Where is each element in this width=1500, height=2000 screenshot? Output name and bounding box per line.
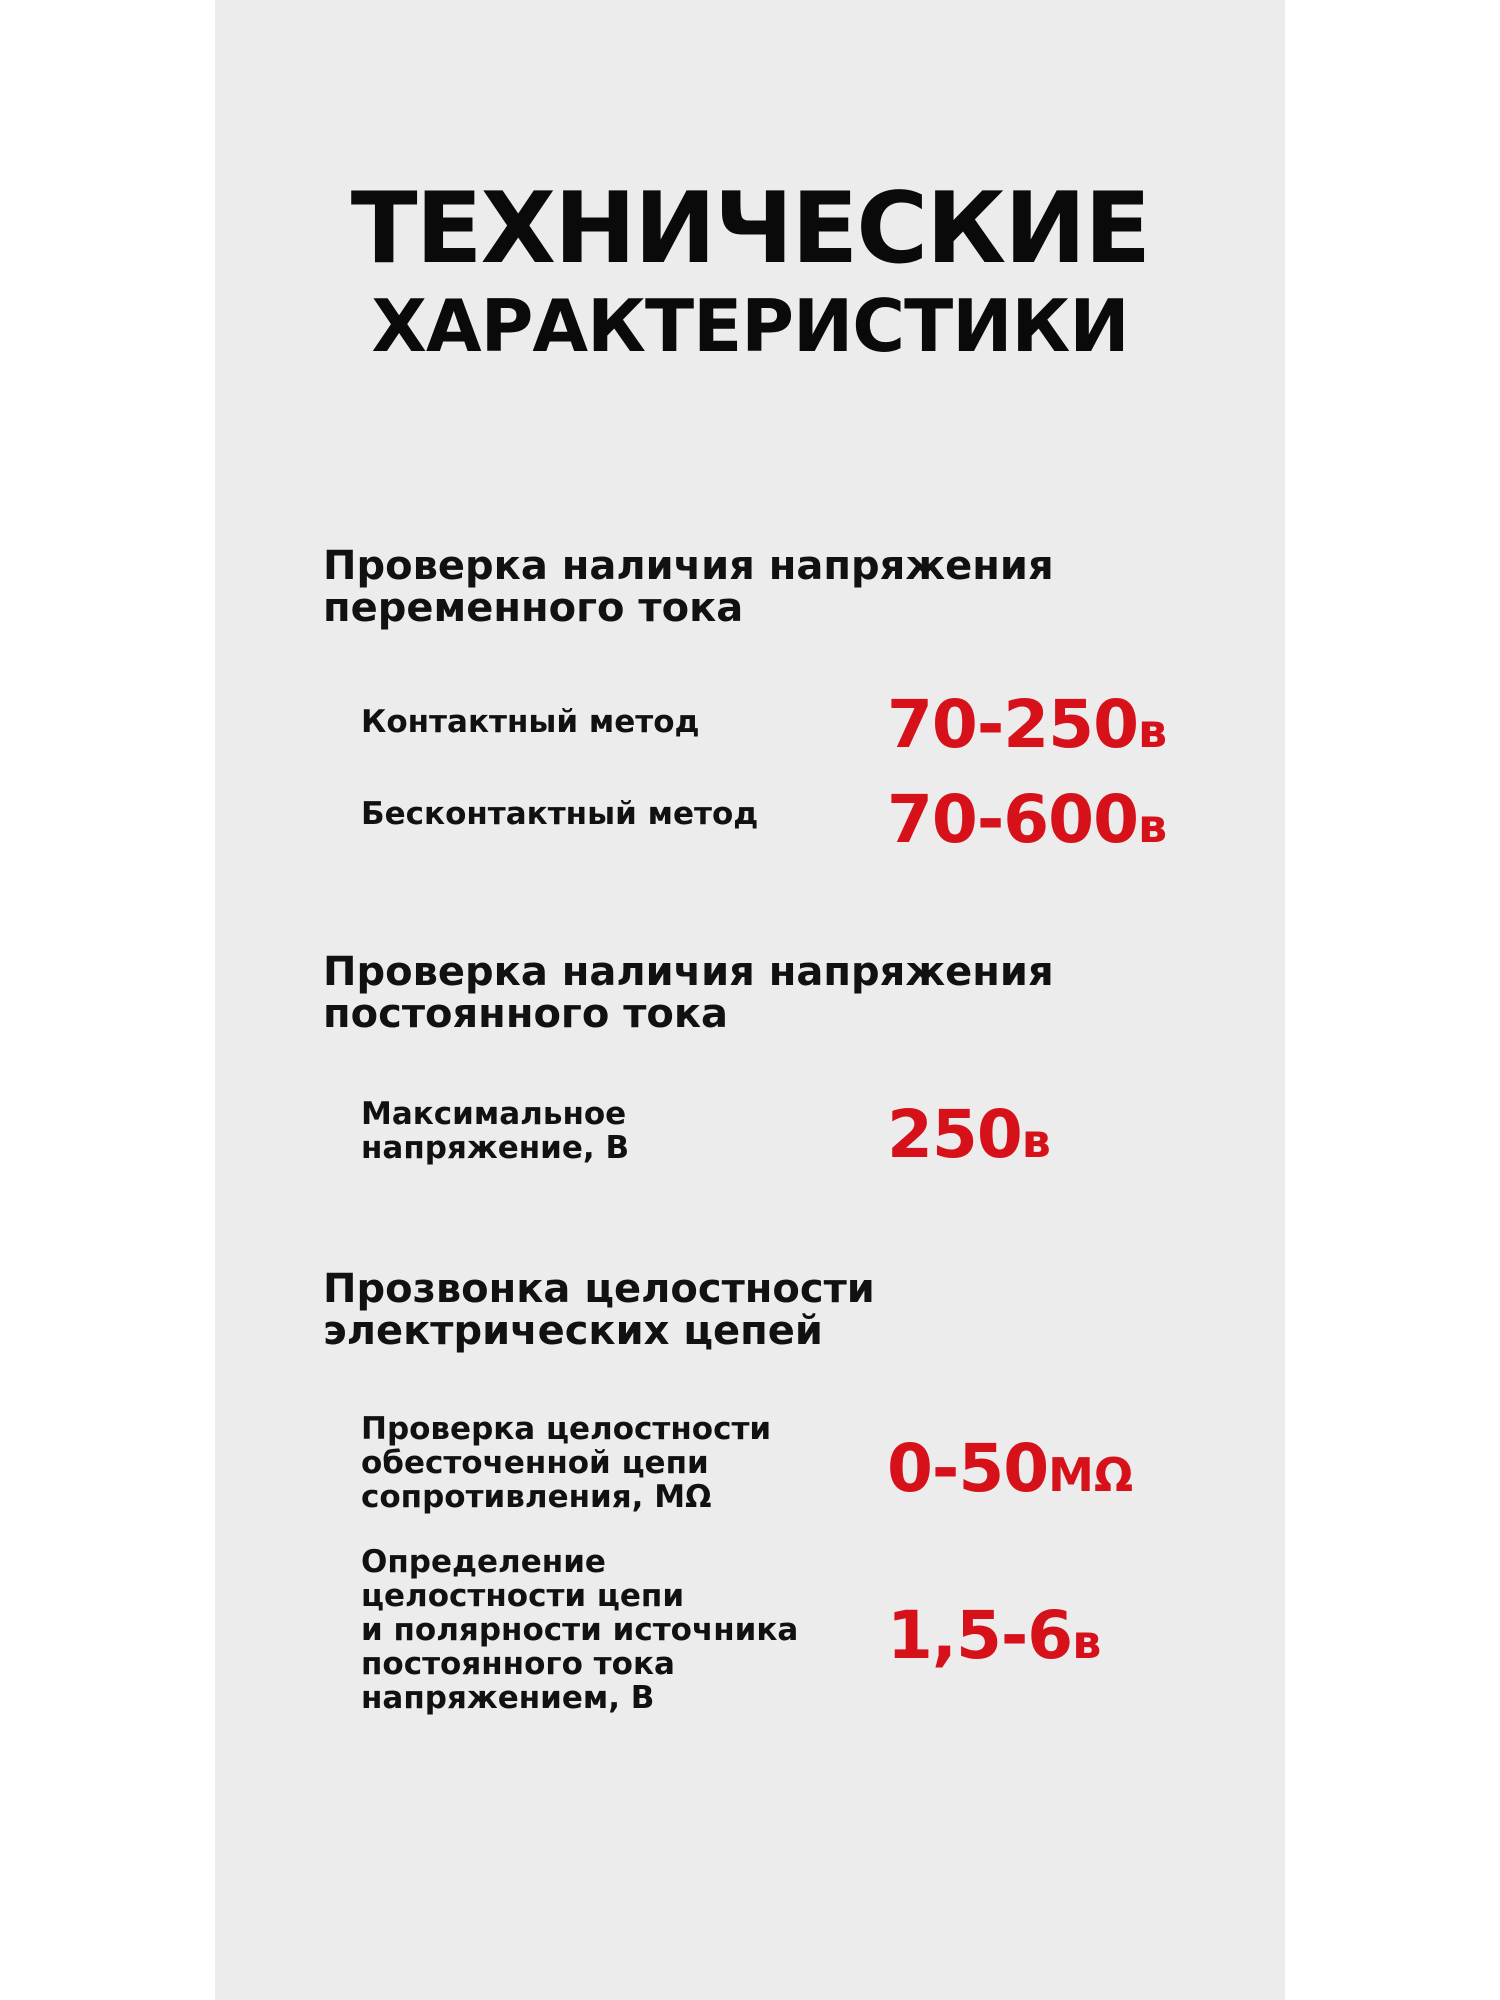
spec-label-max-voltage bbox=[361, 1097, 861, 1165]
spec-value-unit: MΩ bbox=[1048, 1448, 1134, 1502]
section-heading-line: переменного тока bbox=[323, 585, 744, 631]
spec-sheet bbox=[215, 0, 1285, 2000]
page-title-line-1: ТЕХНИЧЕСКИЕ bbox=[350, 172, 1150, 286]
spec-value-polarity-check bbox=[887, 1597, 1102, 1674]
section-heading-line: Прозвонка целостности bbox=[323, 1266, 875, 1312]
spec-value-number: 70-250 bbox=[887, 686, 1139, 763]
spec-label-line: сопротивления, MΩ bbox=[361, 1479, 712, 1515]
spec-value-number: 0-50 bbox=[887, 1430, 1049, 1507]
spec-value-unit: в bbox=[1072, 1615, 1102, 1669]
spec-label-line: напряжение, В bbox=[361, 1130, 630, 1166]
section-heading-line: постоянного тока bbox=[323, 991, 729, 1037]
section-heading-line: Проверка наличия напряжения bbox=[323, 543, 1054, 589]
spec-value-unit: в bbox=[1138, 704, 1168, 758]
spec-label-polarity-check bbox=[361, 1545, 861, 1715]
spec-value-contactless-method bbox=[887, 781, 1168, 858]
spec-label-line: постоянного тока bbox=[361, 1646, 675, 1682]
spec-value-unit: в bbox=[1138, 799, 1168, 853]
page-title-line-2: ХАРАКТЕРИСТИКИ bbox=[371, 284, 1129, 368]
section-heading-ac-voltage bbox=[323, 545, 1223, 629]
spec-label-contactless-method bbox=[361, 797, 861, 831]
spec-label-line: Определение bbox=[361, 1544, 606, 1580]
spec-value-unit: в bbox=[1021, 1114, 1051, 1168]
spec-value-number: 70-600 bbox=[887, 781, 1139, 858]
spec-label-line: напряжением, В bbox=[361, 1680, 655, 1716]
spec-label-contact-method bbox=[361, 705, 861, 739]
spec-value-number: 250 bbox=[887, 1096, 1022, 1173]
spec-label-line: обесточенной цепи bbox=[361, 1445, 709, 1481]
spec-label-resistance-check bbox=[361, 1412, 861, 1514]
section-heading-line: Проверка наличия напряжения bbox=[323, 949, 1054, 995]
spec-label-line: Контактный метод bbox=[361, 704, 700, 740]
spec-label-line: Бесконтактный метод bbox=[361, 796, 759, 832]
section-heading-dc-voltage bbox=[323, 951, 1223, 1035]
spec-value-number: 1,5-6 bbox=[887, 1597, 1073, 1674]
section-heading-circuit-continuity bbox=[323, 1268, 1223, 1352]
spec-value-resistance-check bbox=[887, 1430, 1134, 1507]
spec-label-line: Проверка целостности bbox=[361, 1411, 772, 1447]
spec-value-contact-method bbox=[887, 686, 1168, 763]
section-heading-line: электрических цепей bbox=[323, 1308, 823, 1354]
spec-value-max-voltage bbox=[887, 1096, 1051, 1173]
spec-label-line: целостности цепи bbox=[361, 1578, 685, 1614]
spec-label-line: и полярности источника bbox=[361, 1612, 799, 1648]
spec-label-line: Максимальное bbox=[361, 1096, 627, 1132]
